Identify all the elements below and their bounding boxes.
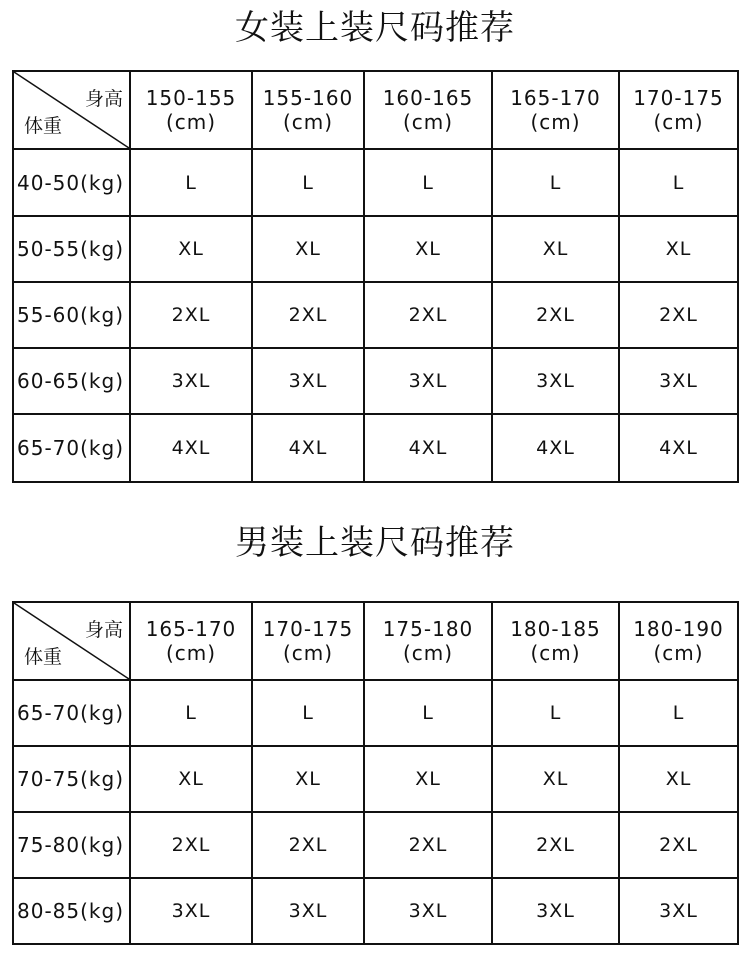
height-column-header [492,71,619,149]
size-cell: 4XL [619,414,738,482]
size-cell: L [492,680,619,746]
size-cell: 3XL [130,878,252,944]
table-row [13,216,738,282]
size-cell: 3XL [364,348,492,414]
size-cell: 2XL [364,282,492,348]
height-column-header [364,71,492,149]
table-header-row [13,71,738,149]
size-cell: 3XL [252,878,364,944]
size-cell: L [252,680,364,746]
height-range: 180-185 [510,617,601,641]
size-cell: XL [364,746,492,812]
size-cell: L [130,680,252,746]
height-unit: (cm) [530,641,581,665]
men-size-table [12,601,739,945]
women-size-table [12,70,739,483]
size-cell: XL [619,746,738,812]
size-cell: 2XL [252,812,364,878]
size-cell: L [619,680,738,746]
men-size-chart-title: 男装上装尺码推荐 [235,523,515,563]
size-cell: L [492,149,619,216]
size-cell: 3XL [619,878,738,944]
size-cell: L [130,149,252,216]
height-range: 170-175 [262,617,354,641]
size-cell: XL [492,216,619,282]
height-unit: (cm) [282,110,334,134]
size-cell: 4XL [492,414,619,482]
table-row [13,878,738,944]
corner-header-cell [13,71,130,149]
size-cell: L [619,149,738,216]
table-row [13,348,738,414]
size-cell: 2XL [130,282,252,348]
size-cell: XL [364,216,492,282]
size-cell: 2XL [252,282,364,348]
size-cell: 3XL [130,348,252,414]
weight-axis-label: 体重 [24,646,63,668]
size-cell: 3XL [619,348,738,414]
weight-row-header: 75-80(kg) [13,812,130,878]
height-unit: (cm) [653,641,704,665]
size-cell: 3XL [364,878,492,944]
weight-row-header: 55-60(kg) [13,282,130,348]
size-cell: 4XL [252,414,364,482]
height-unit: (cm) [165,110,217,134]
size-cell: 2XL [619,282,738,348]
weight-axis-label: 体重 [24,115,63,137]
size-cell: 2XL [492,812,619,878]
weight-row-header: 50-55(kg) [13,216,130,282]
height-range: 155-160 [262,86,354,110]
height-column-header [619,602,738,680]
table-row [13,746,738,812]
height-unit: (cm) [282,641,334,665]
weight-row-header: 40-50(kg) [13,149,130,216]
height-range: 165-170 [145,617,237,641]
size-cell: XL [619,216,738,282]
size-cell: XL [130,746,252,812]
height-unit: (cm) [165,641,217,665]
size-cell: 2XL [492,282,619,348]
size-cell: 2XL [619,812,738,878]
height-range: 175-180 [382,617,474,641]
size-cell: 3XL [252,348,364,414]
size-cell: XL [492,746,619,812]
table-header-row [13,602,738,680]
size-cell: 3XL [492,348,619,414]
height-range: 180-190 [633,617,724,641]
height-unit: (cm) [402,110,454,134]
size-cell: 4XL [364,414,492,482]
corner-header-cell [13,602,130,680]
height-unit: (cm) [402,641,454,665]
size-cell: 3XL [492,878,619,944]
height-range: 160-165 [382,86,474,110]
weight-row-header: 70-75(kg) [13,746,130,812]
women-size-chart-title: 女装上装尺码推荐 [235,8,515,48]
size-cell: XL [130,216,252,282]
table-row [13,680,738,746]
weight-row-header: 80-85(kg) [13,878,130,944]
height-unit: (cm) [530,110,581,134]
table-row [13,414,738,482]
table-row [13,149,738,216]
height-column-header [252,71,364,149]
height-range: 165-170 [510,86,601,110]
weight-row-header: 60-65(kg) [13,348,130,414]
height-axis-label: 身高 [84,619,123,641]
height-column-header [619,71,738,149]
size-cell: XL [252,216,364,282]
table-row [13,812,738,878]
height-range: 170-175 [633,86,724,110]
height-unit: (cm) [653,110,704,134]
height-range: 150-155 [145,86,237,110]
size-cell: L [252,149,364,216]
height-column-header [130,602,252,680]
size-cell: XL [252,746,364,812]
size-cell: 2XL [364,812,492,878]
weight-row-header: 65-70(kg) [13,680,130,746]
table-row [13,282,738,348]
height-column-header [492,602,619,680]
height-column-header [252,602,364,680]
size-cell: L [364,680,492,746]
size-cell: 2XL [130,812,252,878]
height-axis-label: 身高 [84,88,123,110]
weight-row-header: 65-70(kg) [13,414,130,482]
height-column-header [130,71,252,149]
height-column-header [364,602,492,680]
size-cell: L [364,149,492,216]
size-cell: 4XL [130,414,252,482]
